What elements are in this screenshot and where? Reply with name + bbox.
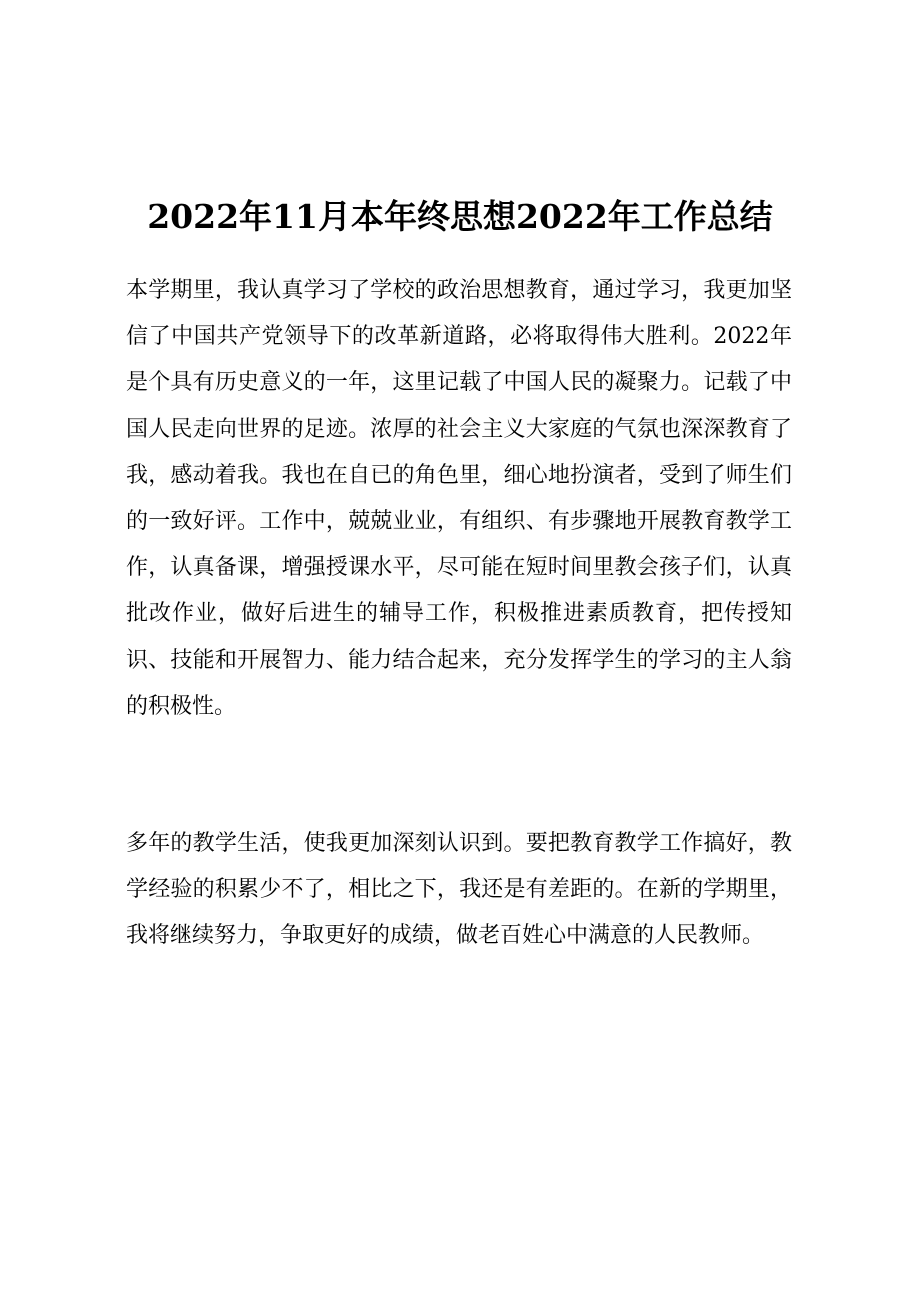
- document-title: 2022年11月本年终思想2022年工作总结: [147, 197, 773, 237]
- body-paragraph-2: 多年的教学生活，使我更加深刻认识到。要把教育教学工作搞好，教学经验的积累少不了，相比之下，我还是有差距的。在新的学期里，我将继续努力，争取更好的成绩，做老百姓心中满意的人民教师。: [126, 831, 792, 949]
- body-paragraph-1: 本学期里，我认真学习了学校的政治思想教育，通过学习，我更加坚信了中国共产党领导下的改革新道路，必将取得伟大胜利。2022年是个具有历史意义的一年，这里记载了中国人民的凝聚力。记载了中国人民走向世界的足迹。浓厚的社会主义大家庭的气氛也深深教育了我，感动着我。我也在自已的角色里，细心地扮演者，受到了师生们的一致好评。工作中，兢兢业业，有组织、有步骤地开展教育教学工作，认真备课，增强授课水平，尽可能在短时间里教会孩子们，认真批改作业，做好后进生的辅导工作，积极推进素质教育，把传授知识、技能和开展智力、能力结合起来，充分发挥学生的学习的主人翁的积极性。: [126, 278, 792, 719]
